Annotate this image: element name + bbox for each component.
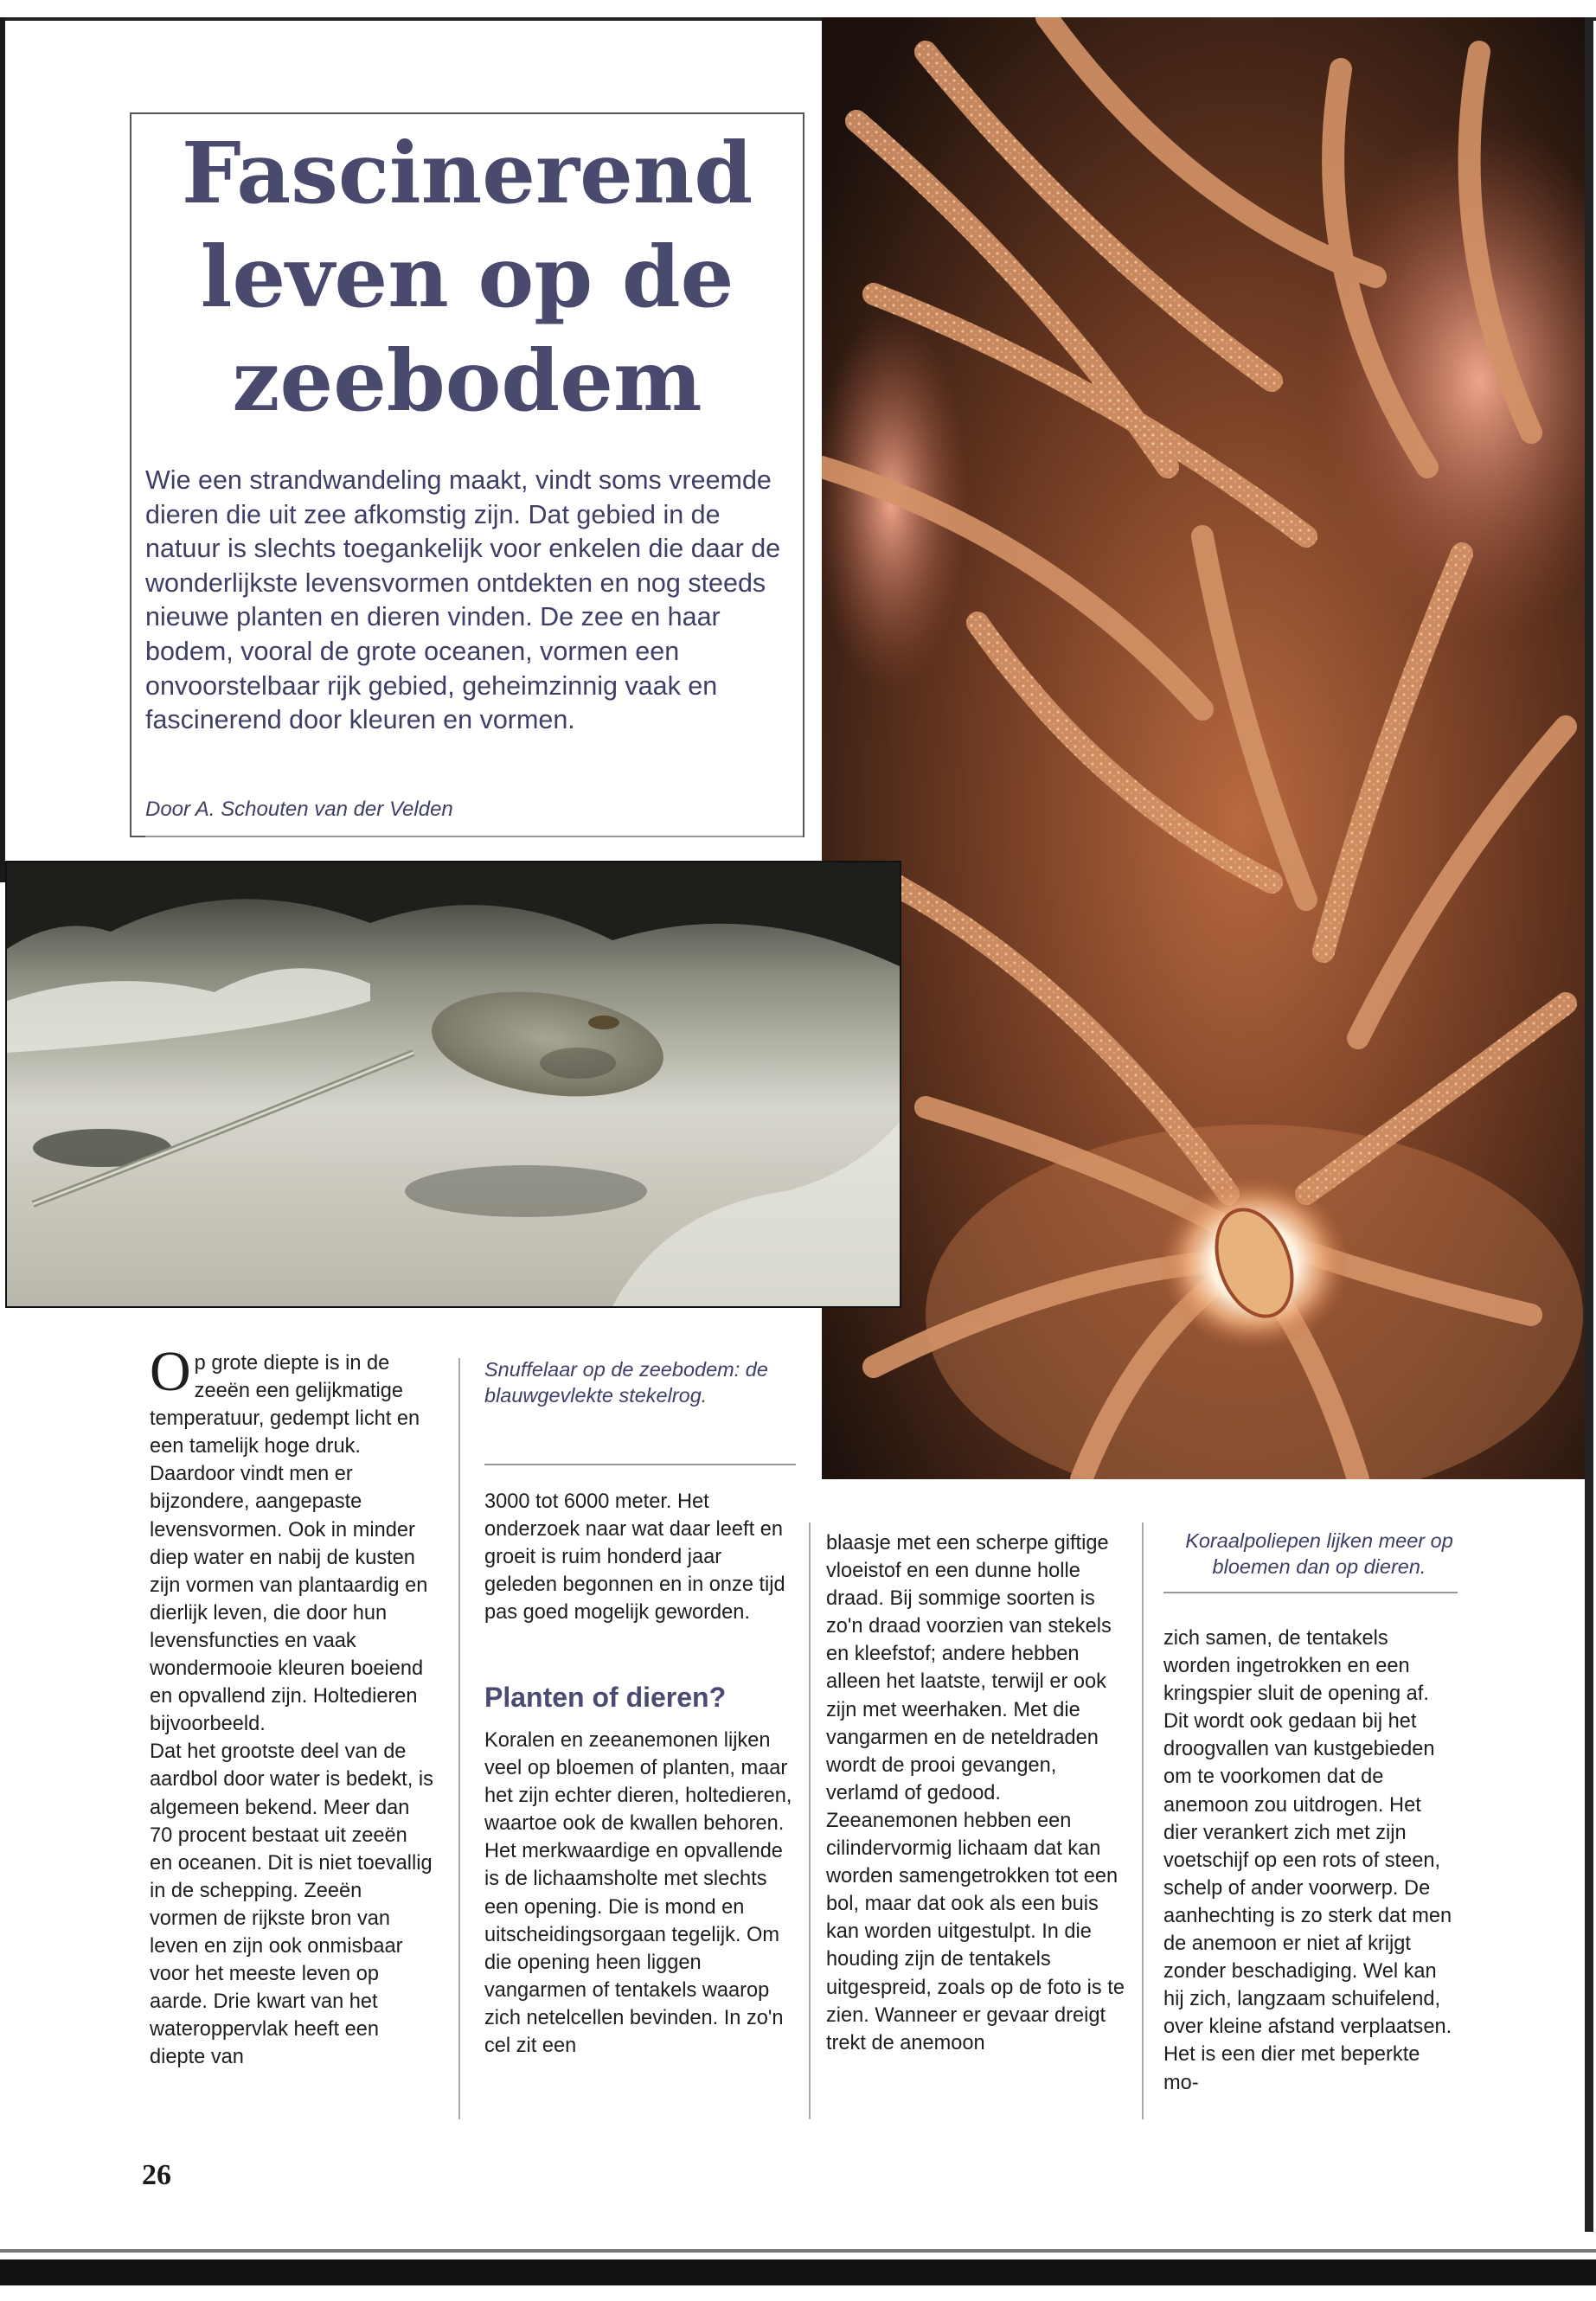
caption-rule bbox=[484, 1464, 796, 1465]
column-1 bbox=[150, 1340, 435, 2071]
coral-polyp-photo bbox=[822, 17, 1585, 1479]
caption-stingray: Snuffelaar op de zeebodem: de blauwgevlekte stekelrog. bbox=[484, 1358, 768, 1407]
article-title bbox=[138, 121, 796, 433]
byline: Door A. Schouten van der Velden bbox=[145, 798, 453, 821]
column-divider bbox=[1142, 1522, 1144, 2119]
column-divider bbox=[458, 1358, 460, 2119]
scan-border-bottom bbox=[0, 2259, 1596, 2285]
column-divider bbox=[809, 1522, 811, 2119]
caption-coral: Koraalpoliepen lijken meer op bloemen dan op dieren. bbox=[1185, 1529, 1453, 1578]
section-heading: Planten of dieren? bbox=[484, 1682, 727, 1713]
stingray-photo bbox=[5, 861, 901, 1308]
scan-border-base bbox=[0, 2249, 1596, 2253]
column-2-paragraph-2: Koralen en zeeanemonen lijken veel op bloemen of planten, maar het zijn echter dieren, holtedieren, waartoe ook de kwallen behoren. Het merkwaardige en opvallende is de lichaamsholte met slechts een opening. Die is mond en uitscheidingsorgaan tegelijk. Om die opening heen liggen vangarmen of tentakels waarop zich netelcellen bevinden. In zo'n cel zit een bbox=[484, 1729, 792, 2058]
column-2-paragraph-1: 3000 tot 6000 meter. Het onderzoek naar wat daar leeft en groeit is ruim honderd jaar geleden begonnen en in onze tijd pas goed mogelijk geworden. bbox=[484, 1490, 785, 1625]
intro-paragraph: Wie een strandwandeling maakt, vindt soms vreemde dieren die uit zee afkomstig zijn. Dat gebied in de natuur is slechts toegankelijk voor enkelen die daar de wonderlijkste levensvormen ontdekten en nog steeds nieuwe planten en dieren vinden. De zee en haar bodem, vooral de grote oceanen, vormen een onvoorstelbaar rijk gebied, geheimzinnig vaak en fascinerend door kleuren en vormen. bbox=[145, 465, 781, 735]
page-number: 26 bbox=[142, 2159, 171, 2191]
column-1-paragraph-2: Dat het grootste deel van de aardbol door water is bedekt, is algemeen bekend. Meer dan 70 procent bestaat uit zeeën en oceanen. Dit is niet toevallig in de schepping. Zeeën vormen de rijkste bron van leven en zijn ook onmisbaar voor het meeste leven op aarde. Drie kwart van het wateroppervlak heeft een diepte van bbox=[150, 1740, 433, 2069]
column-4: zich samen, de tentakels worden ingetrokken en een kringspier sluit de opening af. Dit wordt ook gedaan bij het droogvallen van kustgebieden om te voorkomen dat de anemoon zou uitdrogen. Het dier verankert zich met zijn voetschijf op een rots of steen, schelp of ander voorwerp. De aanhechting is zo sterk dat men de anemoon er niet af krijgt zonder beschadiging. Wel kan hij zich, langzaam schuifelend, over kleine afstand verplaatsen. Het is een dier met beperkte mo- bbox=[1163, 1627, 1452, 2094]
caption-rule-2 bbox=[1163, 1592, 1458, 1593]
drop-cap: O bbox=[150, 1340, 191, 1403]
byline-rule bbox=[145, 836, 803, 837]
column-1-paragraph-1: p grote diepte is in de zeeën een gelijkmatige temperatuur, gedempt licht en een tamelijk hoge druk. Daardoor vindt men er bijzondere, aangepaste levensvormen. Ook in minder diep water en nabij de kusten zijn vormen van plantaardig en dierlijk leven, die door hun levensfuncties en vaak wondermooie kleuren boeiend en opvallend zijn. Holtedieren bijvoorbeeld. bbox=[150, 1352, 428, 1736]
column-3: blaasje met een scherpe giftige vloeistof en een dunne holle draad. Bij sommige soorten is zo'n draad voorzien van stekels en kleefstof; andere hebben alleen het laatste, terwijl er ook zijn met weerhaken. Met die vangarmen en de neteldraden wordt de prooi gevangen, verlamd of gedood. Zeeanemonen hebben een cilindervormig lichaam dat kan worden samengetrokken tot een bol, maar dat ook als een buis kan worden uitgestulpt. In die houding zijn de tentakels uitgespreid, zoals op de foto is te zien. Wanneer er gevaar dreigt trekt de anemoon bbox=[826, 1532, 1125, 2054]
title-line-1: Fascinerend bbox=[181, 124, 753, 222]
title-line-2: leven op de bbox=[200, 228, 734, 326]
scan-border-right bbox=[1585, 17, 1593, 2232]
title-line-3: zeebodem bbox=[232, 331, 702, 430]
scan-border-left bbox=[0, 17, 5, 882]
